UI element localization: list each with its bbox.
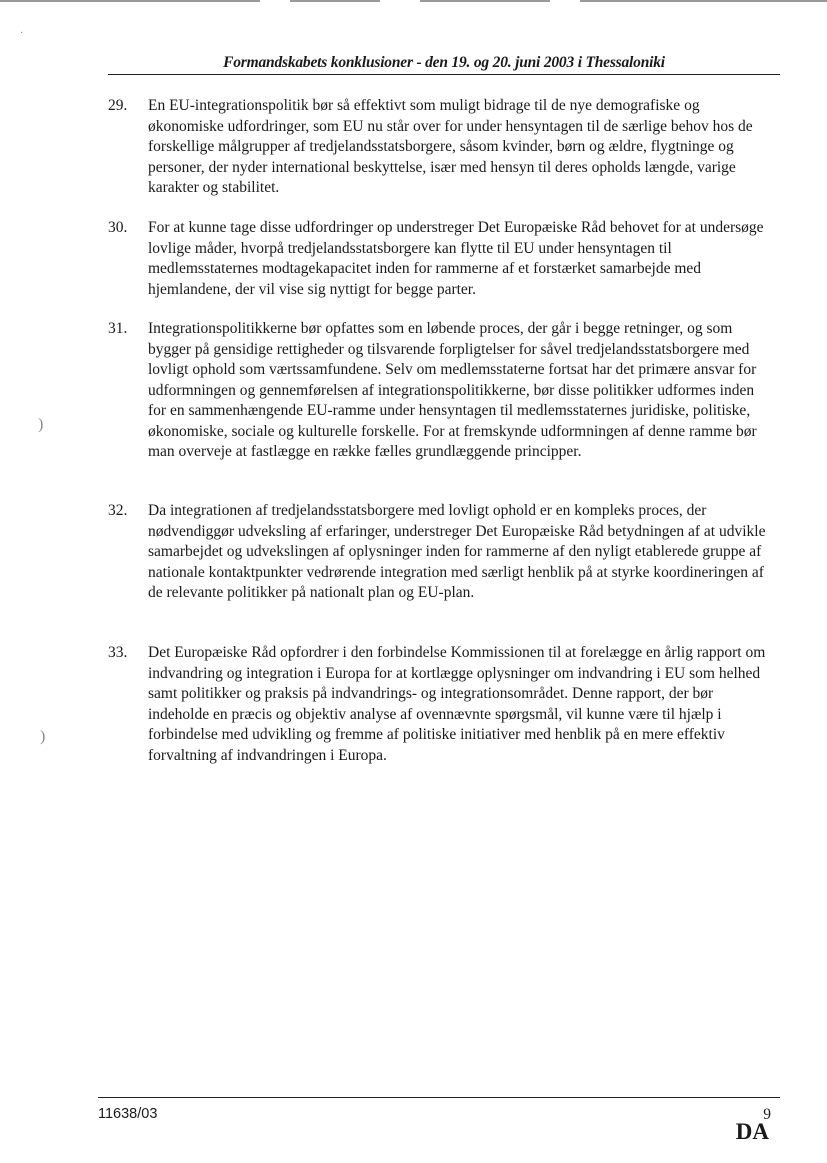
- paragraph-number: 33.: [108, 644, 128, 661]
- page-number: 9: [763, 1106, 771, 1123]
- paragraph-number: 30.: [108, 219, 128, 236]
- scan-dot: ·: [20, 28, 24, 39]
- paragraph-text: For at kunne tage disse udfordringer op understreger Det Europæiske Råd behovet for at undersøge lovlige måder, hvorpå tredjelandsstatsborgere kan flytte til EU under hensyntagen til medlemsstaternes modtagekapacitet inden for rammerne af et forstærket samarbejde med hjemlandene, der vil vise sig nyttigt for begge parter.: [148, 219, 764, 298]
- punch-hole-mark: ): [40, 728, 46, 745]
- paragraph-31: [108, 319, 780, 463]
- paragraph-text: Da integrationen af tredjelandsstatsborgere med lovligt ophold er en kompleks proces, der nødvendiggør udveksling af erfaringer, understreger Det Europæiske Råd betydningen af at udvikle samarbejdet og udvekslingen af oplysninger inden for rammerne af den nyligt etablerede gruppe af nationale kontaktpunkter vedrørende integration med særligt henblik på at styrke koordineringen af de relevante politikker på nationalt plan og EU-plan.: [148, 502, 766, 601]
- paragraph-33: [108, 643, 780, 766]
- scan-line: [290, 0, 380, 2]
- scan-line: [580, 0, 827, 2]
- paragraph-32: [108, 501, 780, 604]
- paragraph-number: 29.: [108, 97, 128, 114]
- paragraph-text: Integrationspolitikkerne bør opfattes som en løbende proces, der går i begge retninger, og som bygger på gensidige rettigheder og tilsvarende forpligtelser for såvel tredjelandsstatsborgere med lovligt ophold som værtssamfundene. Selv om medlemsstaterne fortsat har det primære ansvar for udformningen og gennemførelsen af integrationspolitikkerne, bør disse politikker udformes inden for en sammenhængende EU-ramme under hensyntagen til medlemsstaternes juridiske, politiske, økonomiske, sociale og kulturelle forskelle. For at fremskynde udformningen af denne ramme bør man overveje at fastlægge en række fælles grundlæggende principper.: [148, 320, 757, 460]
- paragraph-text: Det Europæiske Råd opfordrer i den forbindelse Kommissionen til at forelægge en årlig rapport om indvandring og integration i Europa for at kortlægge oplysninger om indvandring i EU som helhed samt politikker og praksis på indvandrings- og integrationsområdet. Denne rapport, der bør indeholde en præcis og objektiv analyse af ovennævnte spørgsmål, vil kunne være til hjælp i forbindelse med udvikling og fremme af politiske initiativer med henblik på en mere effektiv forvaltning af indvandringen i Europa.: [148, 644, 766, 764]
- page-header-title: Formandskabets konklusioner - den 19. og 20. juni 2003 i Thessaloniki: [223, 54, 665, 71]
- paragraph-30: [108, 218, 780, 300]
- footer-divider: [98, 1097, 780, 1098]
- scan-line: [0, 0, 260, 2]
- language-code: DA: [735, 1119, 769, 1144]
- paragraph-29: [108, 96, 780, 199]
- paragraph-number: 31.: [108, 320, 128, 337]
- document-number: 11638/03: [98, 1106, 158, 1122]
- punch-hole-mark: ): [38, 416, 44, 433]
- paragraph-number: 32.: [108, 502, 128, 519]
- scan-line: [420, 0, 550, 2]
- header-divider: [108, 74, 780, 75]
- paragraph-text: En EU-integrationspolitik bør så effektivt som muligt bidrage til de nye demografiske og økonomiske udfordringer, som EU nu står over for under hensyntagen til de særlige behov hos de forskellige målgrupper af tredjelandsstatsborgere, såsom kvinder, børn og ældre, flygtninge og personer, der nyder international beskyttelse, især med hensyn til deres opholds længde, varige karakter og stabilitet.: [148, 97, 753, 196]
- scan-edge-artifact: [0, 0, 827, 3]
